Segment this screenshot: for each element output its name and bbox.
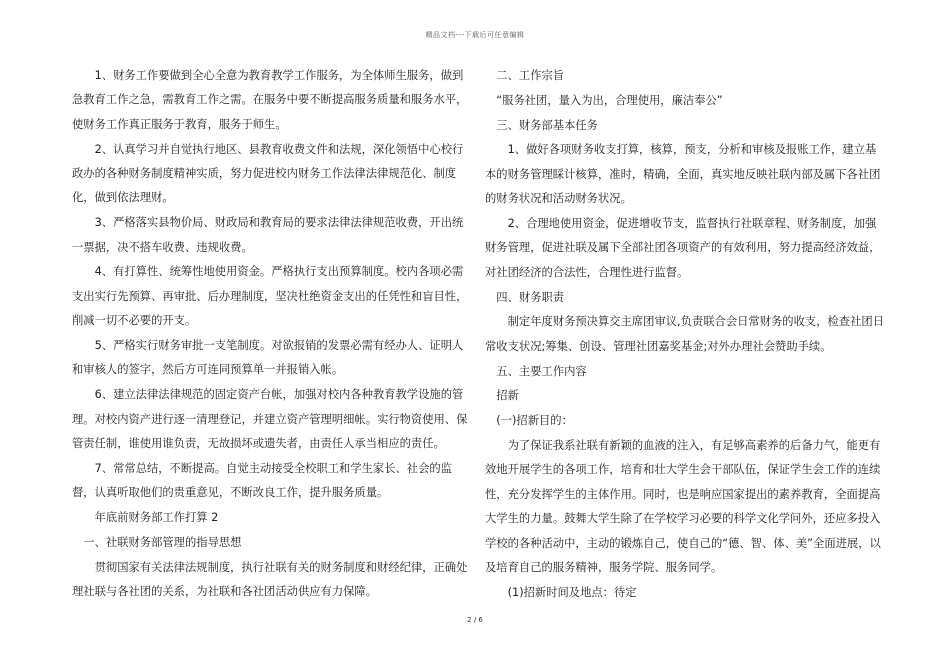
- subheading: (一)招新目的：: [496, 414, 573, 428]
- motto: “服务社团，量入为出，合理使用，廉洁奉公”: [496, 93, 723, 107]
- paragraph: 贯彻国家有关法律法规制度，执行社联有关的财务制度和财经纪律，正确处理社联与各社团的关系，为社联和各社团活动供应有力保障。: [72, 560, 468, 599]
- paragraph: 制定年度财务预决算交主席团审议,负责联合会日常财务的收支，检查社团日常收支状况;筹集、创设、管理社团嘉奖基金;对外办理社会赞助手续。: [485, 315, 884, 353]
- paragraph: 年底前财务部工作打算 2: [94, 511, 219, 525]
- section-heading: 二、工作宗旨: [496, 69, 565, 82]
- paragraph: 2、合理地使用资金，促进增收节支，监督执行社联章程、财务制度，加强财务管理，促进社联及属下全部社团各项资产的有效利用，努力提高经济效益，对社团经济的合法性，合理性进行监督。: [485, 217, 881, 279]
- paragraph: 6、建立法律法律规范的固定资产台帐，加强对校内各种教育教学设施的管理。对校内资产进行逐一清理登记，并建立资产管理明细帐。实行物资使用、保管责任制，谁使用谁负责，无故损坏或遗失者，由责任人承当相应的责任。: [72, 388, 468, 451]
- paragraph: (1)招新时间及地点：待定: [507, 585, 637, 599]
- left-column: [72, 64, 470, 605]
- section-heading: 四、财务职责: [496, 290, 565, 304]
- paragraph: 2、认真学习并自觉执行地区、县教育收费文件和法规，深化领悟中心校行政办的各种财务制度精神实质，努力促进校内财务工作法律法律规范化、制度化，做到依法理财。: [72, 142, 464, 205]
- subheading: 招新: [496, 389, 519, 403]
- paragraph: 7、常常总结，不断提高。自觉主动接受全校职工和学生家长、社会的监督，认真听取他们的贵重意见，不断改良工作，提升服务质量。: [72, 461, 452, 500]
- paragraph: 5、严格实行财务审批一支笔制度。对欲报销的发票必需有经办人、证明人和审核人的签字，然后方可连同预算单一并报销入帐。: [72, 339, 464, 377]
- section-heading: 三、财务部基本任务: [496, 118, 598, 132]
- section-heading: 五、主要工作内容: [496, 364, 587, 378]
- page-header: 精品文档---下载后可任意编辑: [425, 31, 525, 39]
- paragraph: 1、做好各项财务收支打算，核算，预支，分析和审核及报账工作，建立基本的财务管理睬计核算，准时，精确，全面，真实地反映社联内部及属下各社团的财务状况和活动财务状况。: [485, 143, 881, 206]
- paragraph: 1、财务工作要做到全心全意为教育教学工作服务，为全体师生服务，做到急教育工作之急，需教育工作之需。在服务中要不断提高服务质量和服务水平，使财务工作真正服务于教育，服务于师生。: [72, 69, 468, 131]
- paragraph: 3、严格落实县物价局、财政局和教育局的要求法律法律规范收费，开出统一票据，决不搭车收费、违规收费。: [72, 216, 464, 254]
- page-number: 2 / 6: [467, 616, 483, 624]
- paragraph: 4、有打算性、统筹性地使用资金。严格执行支出预算制度。校内各项必需支出实行先预算、再审批、后办理制度，坚决杜绝资金支出的任凭性和盲目性，削减一切不必要的开支。: [72, 265, 468, 328]
- right-column: [485, 64, 885, 606]
- paragraph: 为了保证我系社联有新颖的血液的注入，有足够高素养的后备力气，能更有效地开展学生的各项工作，培育和壮大学生会干部队伍，保证学生会工作的连续性，充分发挥学生的主体作用。同时，也是响应国家提出的素养教育，全面提高大学生的力量。鼓舞大学生除了在学校学习必要的科学文化学问外，还应多投入学校的各种活动中，主动的锻炼自己，使自己的“德、智、体、美”全面进展，以及培育自己的服务精神，服务学院、服务同学。: [485, 439, 881, 575]
- section-heading: 一、社联财务部管理的指导思想: [83, 535, 242, 549]
